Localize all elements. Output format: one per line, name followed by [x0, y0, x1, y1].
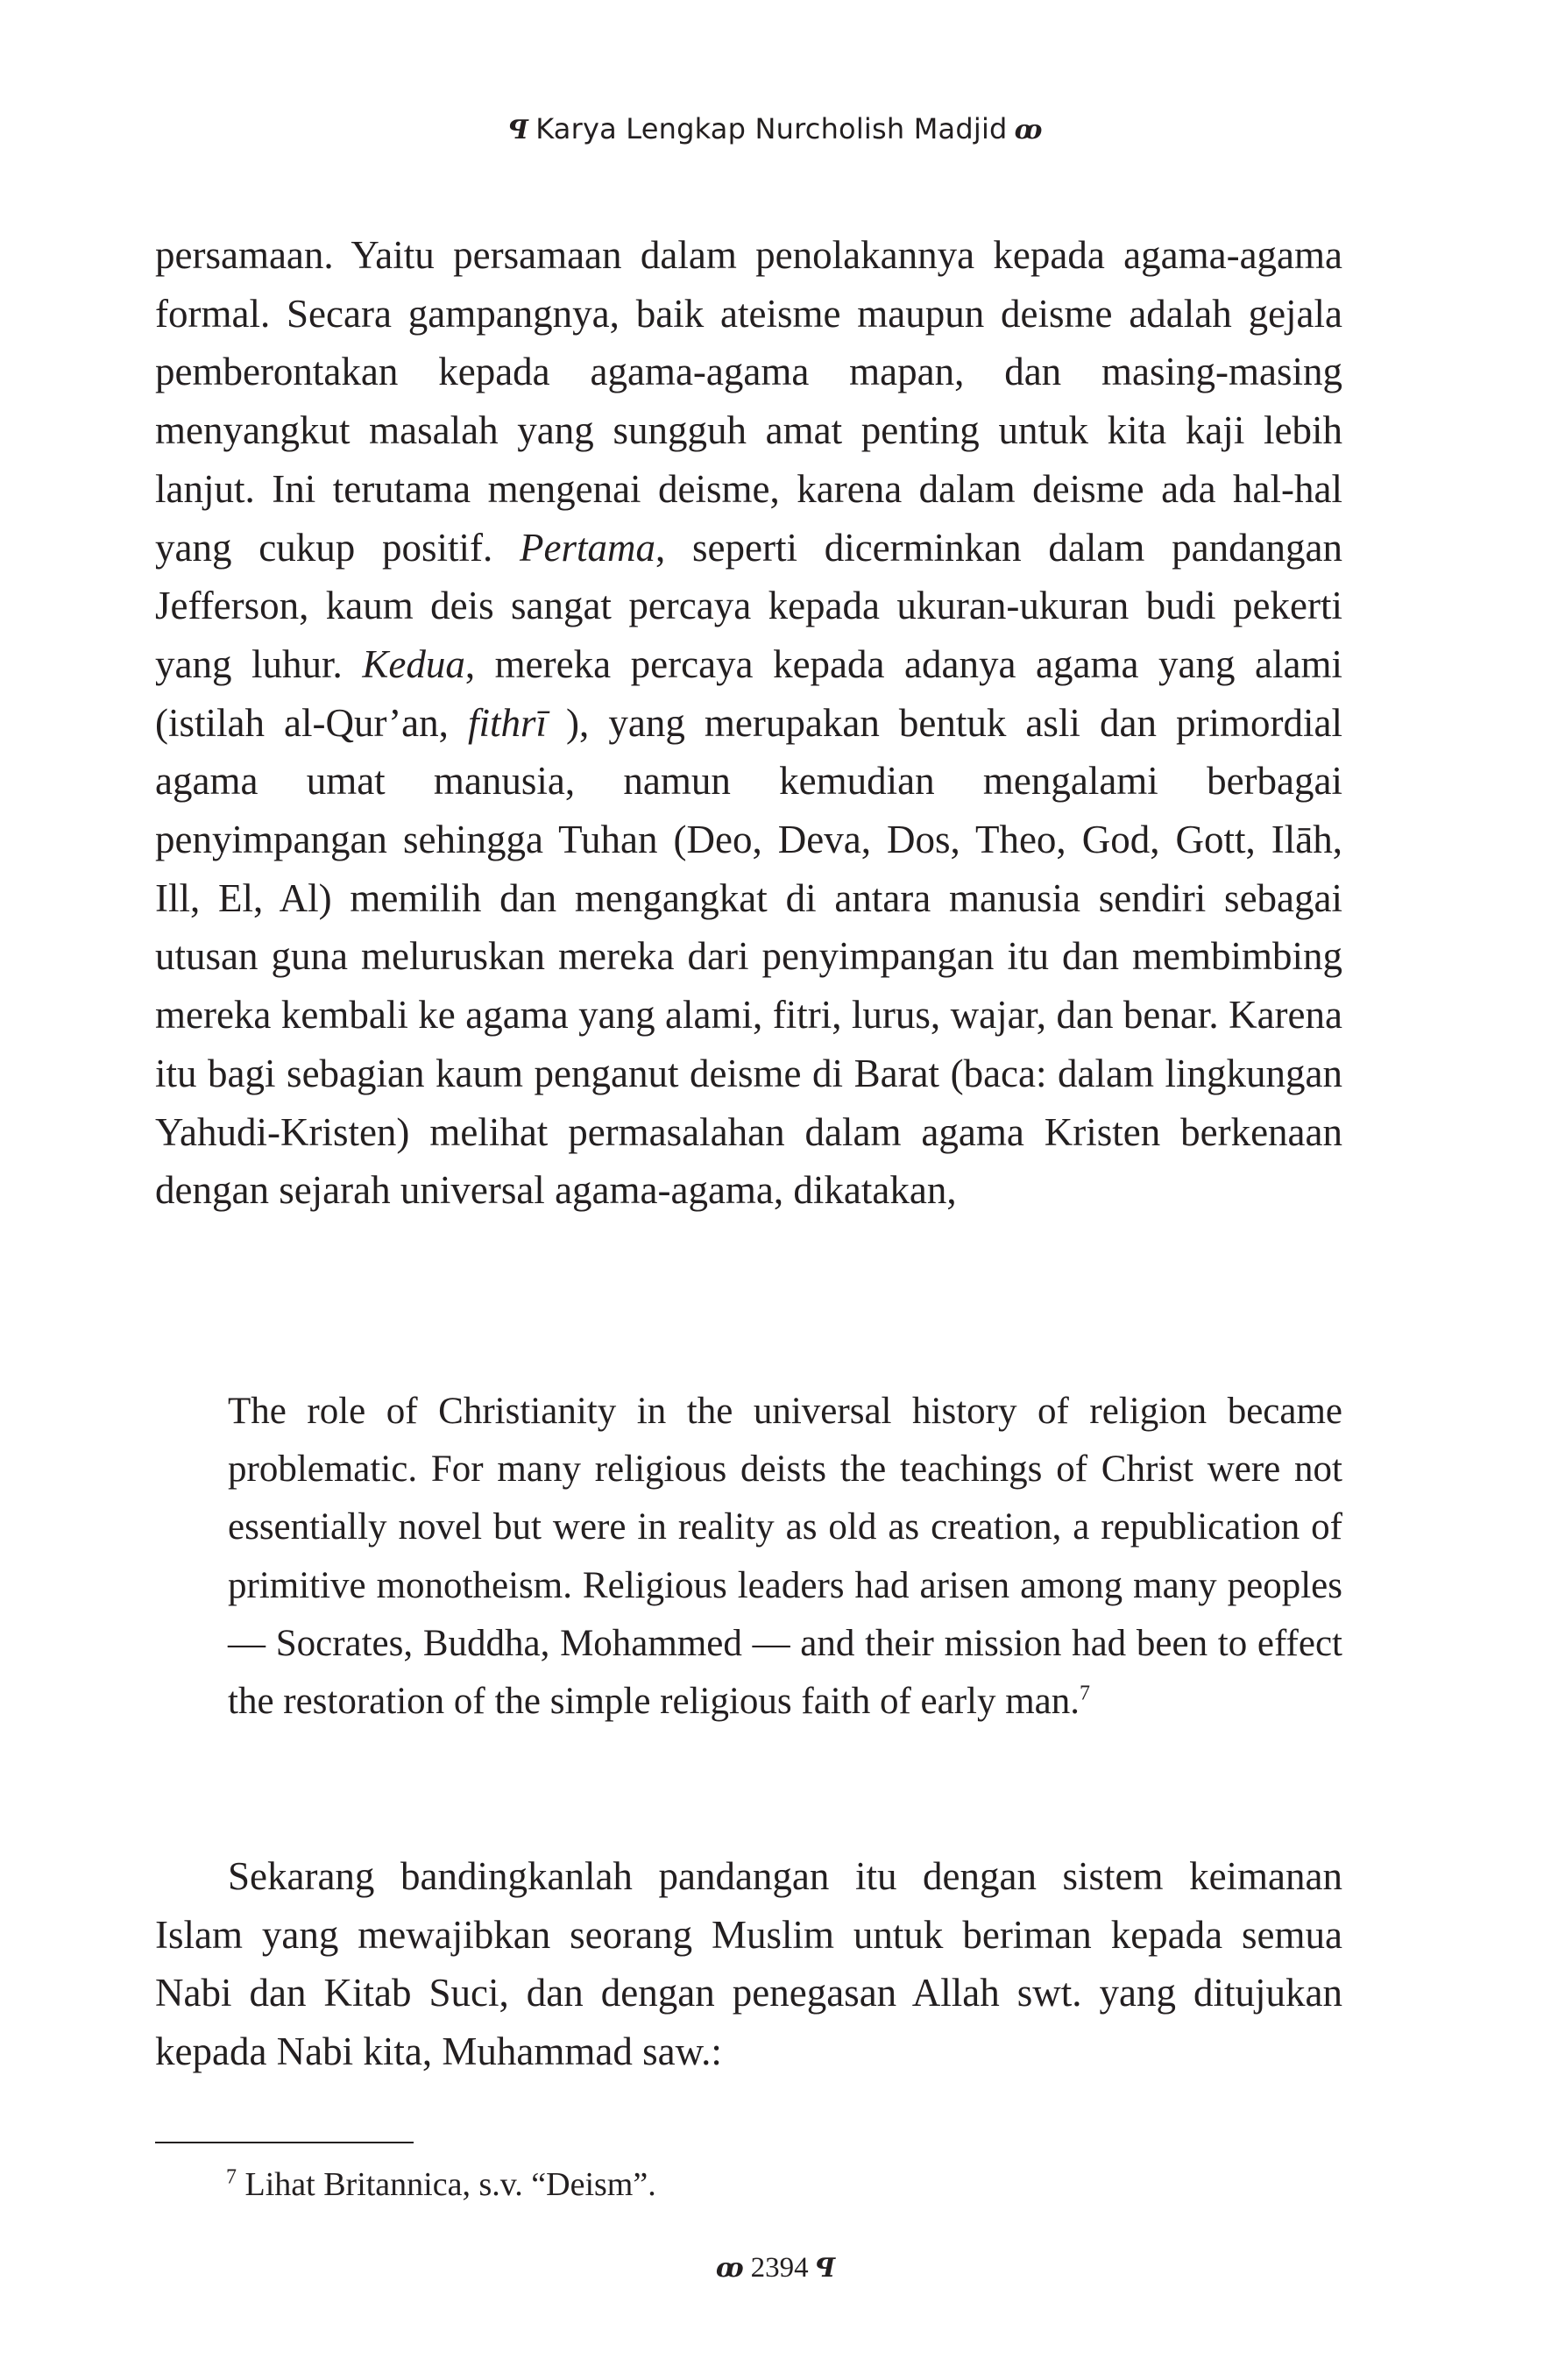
paragraph-1: [155, 226, 1342, 1220]
paragraph-2: [155, 1847, 1342, 2081]
ornament-left-icon: ꟼ: [508, 115, 529, 145]
paragraph-1-part-3: , mereka percaya kepada adanya agama yang alami (istilah al-Qur’an,: [155, 641, 1342, 745]
running-header: [0, 112, 1551, 145]
paragraph-2-text: Sekarang bandingkanlah pandangan itu dengan sistem keimanan Islam yang mewajibkan seorang Muslim untuk beriman kepada semua Nabi dan Kitab Suci, dan dengan penegasan Allah swt. yang ditujukan kepada Nabi kita, Muhammad saw.:: [155, 1854, 1342, 2074]
paragraph-1-part-2: , seperti dicerminkan dalam pandangan Jefferson, kaum deis sangat percaya kepada ukuran-ukuran budi pekerti yang luhur.: [155, 525, 1343, 686]
quote-body: The role of Christianity in the universal history of religion became problematic. For many religious deists the teachings of Christ were not essentially novel but were in reality as old as creation, a republication of primitive monotheism. Religious leaders had arisen among many peoples — Socrates, Buddha, Mohammed — and their mission had been to effect the restoration of the simple religious faith of early man.: [228, 1391, 1342, 1723]
italic-kedua: Kedua: [362, 641, 465, 686]
folio-ornament-right-icon: ꟼ: [815, 2253, 836, 2284]
footnote-text: Lihat Britannica, s.v. “Deism”.: [244, 2166, 656, 2203]
italic-fithri: fithrī: [467, 700, 547, 745]
paragraph-1-part-4: ), yang merupakan bentuk asli dan primordial agama umat manusia, namun kemudian mengalami berbagai penyimpangan sehingga Tuhan (Deo, Deva, Dos, Theo, God, Gott, Ilāh, Ill, El, Al) memilih dan mengangkat di antara manusia sendiri sebagai utusan guna meluruskan mereka dari penyimpangan itu dan membimbing mereka kembali ke agama yang alami, fitri, lurus, wajar, dan benar. Karena itu bagi sebagian kaum penganut deisme di Barat (baca: dalam lingkungan Yahudi-Kristen) melihat permasalahan dalam agama Kristen berkenaan dengan sejarah universal agama-agama, dikatakan,: [155, 700, 1342, 1213]
block-quote: [228, 1383, 1342, 1731]
block-quote-text: [228, 1383, 1342, 1731]
page-number: 2394: [750, 2252, 809, 2284]
footnote-divider: [155, 2142, 414, 2143]
footnote-number: 7: [226, 2165, 237, 2189]
paragraph-1-part-1: persamaan. Yaitu persamaan dalam penolakannya kepada agama-agama formal. Secara gampangnya, baik ateisme maupun deisme adalah gejala pemberontakan kepada agama-agama mapan, dan masing-masing menyangkut masalah yang sungguh amat penting untuk kita kaji lebih lanjut. Ini terutama mengenai deisme, karena dalam deisme ada hal-hal yang cukup positif.: [155, 233, 1342, 570]
footnote-7: [226, 2163, 1278, 2206]
footnote-reference[interactable]: 7: [1080, 1682, 1090, 1705]
ornament-right-icon: ꝏ: [1014, 115, 1043, 145]
page-folio: [0, 2252, 1551, 2284]
header-title: Karya Lengkap Nurcholish Madjid: [535, 112, 1008, 145]
folio-ornament-left-icon: ꝏ: [715, 2253, 744, 2284]
italic-pertama: Pertama: [520, 525, 655, 570]
main-paragraph: [155, 226, 1342, 1220]
